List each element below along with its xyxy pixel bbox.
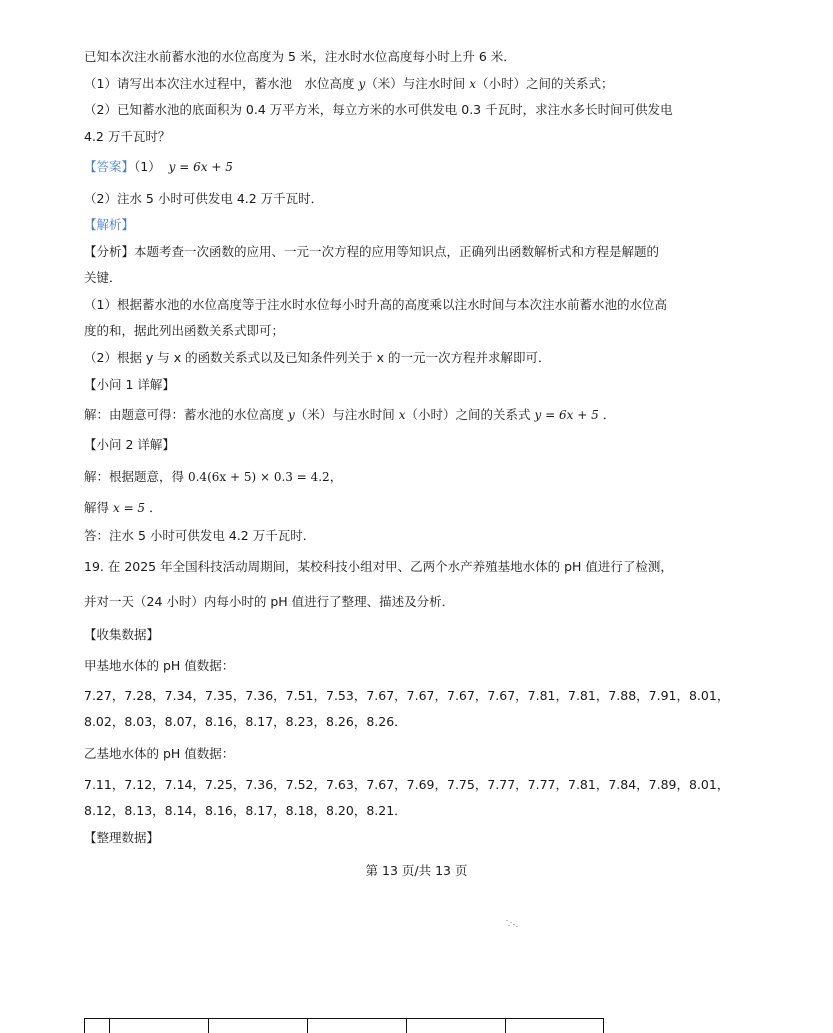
subq1-text-c: （小时）之间的关系式 [405, 407, 535, 422]
base-a-data-row-1: 7.27，7.28，7.34，7.35，7.36，7.51，7.53，7.67，7.67，7.67，7.67，7.81，7.81，7.88，7.91，8.01， [84, 688, 730, 703]
subq2-comma: ， [329, 469, 343, 484]
subq1-heading: 【小问 1 详解】 [84, 377, 175, 392]
question-2-cont: 4.2 万千瓦时？ [84, 129, 171, 144]
analysis-step-2: （2）根据 y 与 x 的函数关系式以及已知条件列关于 x 的一元一次方程并求解即可． [84, 350, 551, 365]
collect-data-heading: 【收集数据】 [84, 627, 160, 642]
question-1-text-b: （米）与注水时间 [365, 76, 470, 91]
answer-tag: 【答案】 [84, 159, 135, 174]
question-19: 19. 在 2025 年全国科技活动周期间，某校科技小组对甲、乙两个水产养殖基地水体的 pH 值进行了检测， [84, 559, 673, 574]
var-y: y [358, 77, 366, 91]
question-2: （2）已知蓄水池的底面积为 0.4 万平方米，每立方米的水可供发电 0.3 千瓦时，求注水多长时间可供发电 [84, 102, 673, 117]
analysis-summary-cont: 关键． [84, 270, 122, 285]
analysis-tag: 【解析】 [84, 217, 135, 232]
question-19-cont: 并对一天（24 小时）内每小时的 pH 值进行了整理、描述及分析． [84, 594, 455, 609]
base-b-label: 乙基地水体的 pH 值数据： [84, 746, 235, 761]
var-x: x [469, 77, 476, 91]
base-b-data-row-1: 7.11，7.12，7.14，7.25，7.36，7.52，7.63，7.67，7.69，7.75，7.77，7.77，7.81，7.84，7.89，8.01， [84, 777, 730, 792]
page-footer: 第 13 页/共 13 页 [365, 863, 468, 878]
subq2-equation: 0.4(6x + 5) × 0.3 = 4.2 [187, 470, 330, 484]
base-a-label: 甲基地水体的 pH 值数据： [84, 658, 235, 673]
answer-line-2: （2）注水 5 小时可供发电 4.2 万千瓦时． [84, 191, 324, 206]
question-1-text-c: （小时）之间的关系式； [475, 76, 614, 91]
subq2-solution [84, 468, 342, 486]
problem-intro: 已知本次注水前蓄水池的水位高度为 5 米，注水时水位高度每小时上升 6 米． [84, 49, 516, 64]
question-1 [84, 75, 614, 93]
subq1-text-a: 解：由题意可得：蓄水池的水位高度 [84, 407, 288, 422]
subq1-formula: y = 6x + 5 [534, 408, 599, 422]
subq2-result [84, 499, 162, 517]
var-x: x [398, 408, 406, 422]
organize-data-heading: 【整理数据】 [84, 830, 160, 845]
subq2-answer: 答：注水 5 小时可供发电 4.2 万千瓦时． [84, 528, 316, 543]
subq2-result-period: ． [149, 500, 162, 515]
subq2-text-a: 解：根据题意，得 [84, 469, 188, 484]
subq1-solution [84, 406, 615, 424]
subq2-solution-value: x = 5 [112, 501, 146, 515]
answer-1-label: （1） [134, 159, 161, 174]
base-a-data-row-2: 8.02，8.03，8.07，8.16，8.17，8.23，8.26，8.26． [84, 714, 407, 729]
subq2-heading: 【小问 2 详解】 [84, 437, 175, 452]
subq2-result-label: 解得 [84, 500, 113, 515]
base-b-data-row-2: 8.12，8.13，8.14，8.16，8.17，8.18，8.20，8.21． [84, 803, 407, 818]
var-y: y [287, 408, 295, 422]
answer-line-1 [84, 158, 233, 176]
subq1-period: ． [602, 407, 616, 422]
subq1-text-b: （米）与注水时间 [294, 407, 399, 422]
scan-speck [506, 918, 520, 928]
analysis-summary: 【分析】本题考查一次函数的应用、一元一次方程的应用等知识点，正确列出函数解析式和方程是解题的 [84, 244, 660, 259]
analysis-step-1: （1）根据蓄水池的水位高度等于注水时水位每小时升高的高度乘以注水时间与本次注水前蓄水池的水位高 [84, 297, 667, 312]
analysis-step-1-cont: 度的和，据此列出函数关系式即可； [84, 323, 285, 338]
answer-formula: y = 6x + 5 [168, 160, 233, 174]
question-1-text-a: （1）请写出本次注水过程中，蓄水池 水位高度 [84, 76, 359, 91]
